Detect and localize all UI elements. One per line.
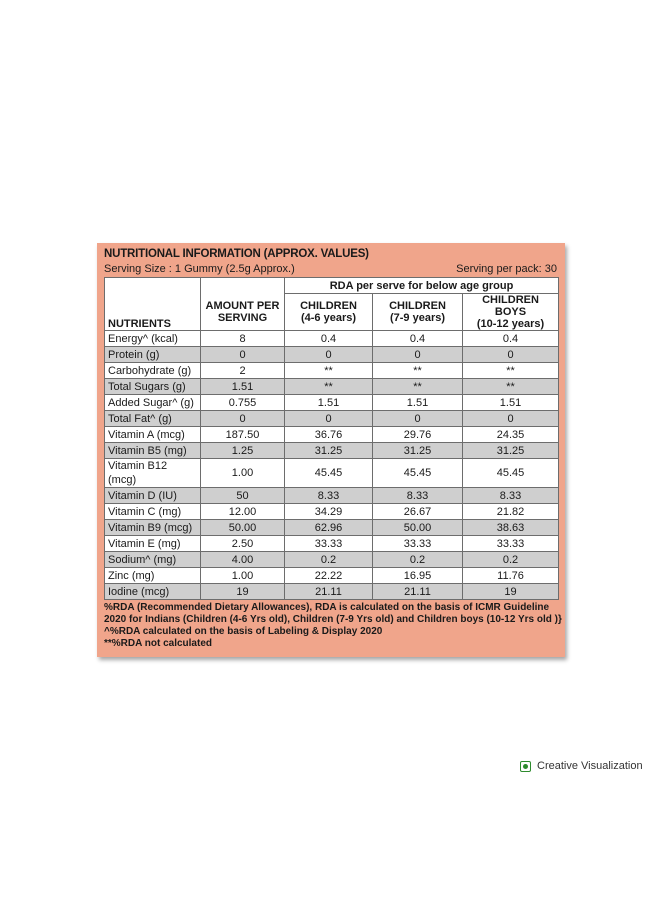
- nutrition-table: [104, 277, 559, 600]
- rda-children-boys-10-12-cell: 0: [463, 411, 559, 427]
- rda-children-boys-10-12-cell: **: [463, 379, 559, 395]
- amount-cell: 19: [201, 584, 285, 600]
- nutrient-name: Added Sugar^ (g): [105, 395, 201, 411]
- column-header-row: [105, 294, 559, 331]
- veg-mark-icon: [520, 761, 531, 772]
- nutrition-panel: [97, 243, 565, 657]
- nutrient-name: Vitamin B9 (mcg): [105, 520, 201, 536]
- rda-children-7-9-cell: 26.67: [373, 504, 463, 520]
- amount-cell: 50: [201, 488, 285, 504]
- table-row: [105, 411, 559, 427]
- rda-header: RDA per serve for below age group: [285, 278, 559, 294]
- rda-children-7-9-cell: 29.76: [373, 427, 463, 443]
- col-amount: AMOUNT PER SERVING: [201, 294, 285, 331]
- rda-children-boys-10-12-cell: 31.25: [463, 443, 559, 459]
- amount-cell: 4.00: [201, 552, 285, 568]
- rda-children-4-6-cell: 0: [285, 347, 373, 363]
- footnotes: [104, 602, 562, 650]
- col-children-7-9: CHILDREN (7-9 years): [373, 294, 463, 331]
- rda-children-4-6-cell: 34.29: [285, 504, 373, 520]
- rda-children-boys-10-12-cell: 8.33: [463, 488, 559, 504]
- amount-cell: 1.00: [201, 568, 285, 584]
- rda-children-4-6-cell: 31.25: [285, 443, 373, 459]
- rda-children-7-9-cell: 8.33: [373, 488, 463, 504]
- table-row: [105, 536, 559, 552]
- nutrient-name: Vitamin C (mg): [105, 504, 201, 520]
- table-row: [105, 568, 559, 584]
- amount-cell: 2: [201, 363, 285, 379]
- creative-visualization-badge: [520, 760, 643, 772]
- table-row: [105, 552, 559, 568]
- nutrient-name: Vitamin E (mg): [105, 536, 201, 552]
- rda-children-4-6-cell: **: [285, 363, 373, 379]
- col-children-4-6: CHILDREN (4-6 years): [285, 294, 373, 331]
- rda-children-4-6-cell: 0.4: [285, 331, 373, 347]
- rda-children-boys-10-12-cell: 19: [463, 584, 559, 600]
- rda-children-7-9-cell: 45.45: [373, 459, 463, 488]
- rda-children-7-9-cell: 16.95: [373, 568, 463, 584]
- nutrient-name: Carbohydrate (g): [105, 363, 201, 379]
- rda-children-7-9-cell: 31.25: [373, 443, 463, 459]
- badge-text: Creative Visualization: [537, 760, 643, 772]
- rda-children-boys-10-12-cell: 21.82: [463, 504, 559, 520]
- nutrient-name: Vitamin B5 (mg): [105, 443, 201, 459]
- rda-children-boys-10-12-cell: 1.51: [463, 395, 559, 411]
- nutrient-name: Vitamin B12 (mcg): [105, 459, 201, 488]
- table-row: [105, 459, 559, 488]
- rda-children-4-6-cell: 21.11: [285, 584, 373, 600]
- rda-children-boys-10-12-cell: 0.2: [463, 552, 559, 568]
- amount-cell: 12.00: [201, 504, 285, 520]
- footnote-line: **%RDA not calculated: [104, 638, 212, 649]
- table-row: [105, 379, 559, 395]
- nutrient-name: Protein (g): [105, 347, 201, 363]
- nutrient-name: Total Fat^ (g): [105, 411, 201, 427]
- rda-children-7-9-cell: 0: [373, 347, 463, 363]
- rda-children-boys-10-12-cell: 38.63: [463, 520, 559, 536]
- amount-cell: 1.25: [201, 443, 285, 459]
- rda-children-boys-10-12-cell: 33.33: [463, 536, 559, 552]
- table-row: [105, 347, 559, 363]
- amount-cell: 8: [201, 331, 285, 347]
- table-row: [105, 331, 559, 347]
- col-nutrients: NUTRIENTS: [105, 294, 201, 331]
- table-row: [105, 443, 559, 459]
- amount-cell: 2.50: [201, 536, 285, 552]
- rda-children-boys-10-12-cell: 11.76: [463, 568, 559, 584]
- rda-children-4-6-cell: 8.33: [285, 488, 373, 504]
- table-row: [105, 584, 559, 600]
- panel-title: NUTRITIONAL INFORMATION (APPROX. VALUES): [104, 248, 369, 260]
- rda-children-boys-10-12-cell: 0.4: [463, 331, 559, 347]
- table-row: [105, 520, 559, 536]
- nutrient-name: Vitamin A (mcg): [105, 427, 201, 443]
- rda-children-7-9-cell: 50.00: [373, 520, 463, 536]
- rda-children-7-9-cell: 1.51: [373, 395, 463, 411]
- amount-cell: 1.00: [201, 459, 285, 488]
- rda-children-4-6-cell: 36.76: [285, 427, 373, 443]
- rda-children-7-9-cell: 0.2: [373, 552, 463, 568]
- nutrient-name: Zinc (mg): [105, 568, 201, 584]
- amount-cell: 187.50: [201, 427, 285, 443]
- amount-cell: 0: [201, 411, 285, 427]
- table-row: [105, 395, 559, 411]
- rda-children-4-6-cell: **: [285, 379, 373, 395]
- amount-cell: 0: [201, 347, 285, 363]
- footnote-line: 2020 for Indians (Children (4-6 Yrs old), Children (7-9 Yrs old) and Children boys (10-12 Yrs old )}: [104, 614, 562, 625]
- amount-cell: 50.00: [201, 520, 285, 536]
- rda-children-4-6-cell: 33.33: [285, 536, 373, 552]
- table-row: [105, 427, 559, 443]
- rda-children-7-9-cell: **: [373, 363, 463, 379]
- rda-children-7-9-cell: 0: [373, 411, 463, 427]
- serving-per-pack: Serving per pack: 30: [456, 263, 557, 275]
- nutrient-name: Iodine (mcg): [105, 584, 201, 600]
- amount-cell: 0.755: [201, 395, 285, 411]
- table-row: [105, 488, 559, 504]
- rda-children-4-6-cell: 22.22: [285, 568, 373, 584]
- rda-children-4-6-cell: 62.96: [285, 520, 373, 536]
- rda-children-boys-10-12-cell: 24.35: [463, 427, 559, 443]
- amount-cell: 1.51: [201, 379, 285, 395]
- rda-children-4-6-cell: 1.51: [285, 395, 373, 411]
- table-row: [105, 504, 559, 520]
- footnote-line: ^%RDA calculated on the basis of Labeling & Display 2020: [104, 626, 383, 637]
- nutrient-name: Vitamin D (IU): [105, 488, 201, 504]
- nutrient-name: Total Sugars (g): [105, 379, 201, 395]
- rda-children-4-6-cell: 45.45: [285, 459, 373, 488]
- rda-children-7-9-cell: 33.33: [373, 536, 463, 552]
- nutrient-name: Energy^ (kcal): [105, 331, 201, 347]
- rda-children-boys-10-12-cell: **: [463, 363, 559, 379]
- rda-children-boys-10-12-cell: 0: [463, 347, 559, 363]
- rda-children-7-9-cell: 21.11: [373, 584, 463, 600]
- rda-children-4-6-cell: 0: [285, 411, 373, 427]
- rda-children-7-9-cell: **: [373, 379, 463, 395]
- serving-size: Serving Size : 1 Gummy (2.5g Approx.): [104, 263, 295, 275]
- footnote-line: %RDA (Recommended Dietary Allowances), RDA is calculated on the basis of ICMR Guideline: [104, 602, 550, 613]
- rda-children-4-6-cell: 0.2: [285, 552, 373, 568]
- rda-header-row: [105, 278, 559, 294]
- table-row: [105, 363, 559, 379]
- rda-children-7-9-cell: 0.4: [373, 331, 463, 347]
- rda-children-boys-10-12-cell: 45.45: [463, 459, 559, 488]
- nutrient-name: Sodium^ (mg): [105, 552, 201, 568]
- col-children-boys-10-12: CHILDREN BOYS (10-12 years): [463, 294, 559, 331]
